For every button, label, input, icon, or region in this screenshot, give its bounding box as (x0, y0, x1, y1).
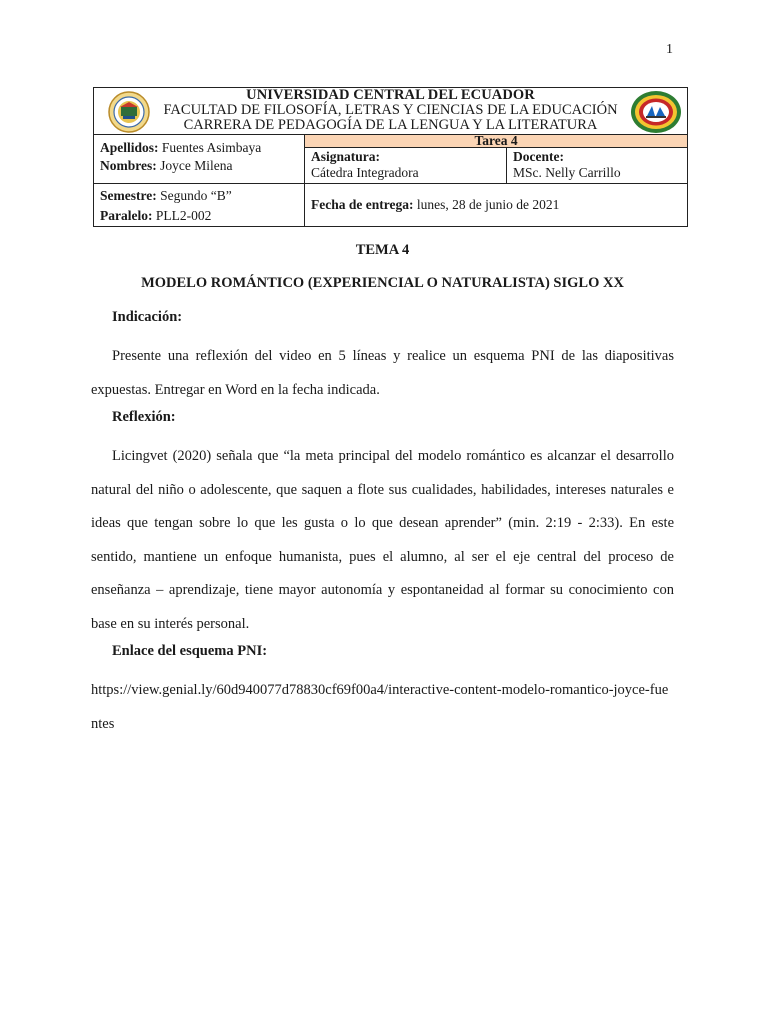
tema-heading: TEMA 4 (355, 242, 410, 258)
reflexion-paragraph: Licingvet (2020) señala que “la meta principal del modelo romántico es alcanzar el desarrollo natural del niño o adolescente, que saquen a flote sus cualidades, habilidades, intereses naturales e ideas que tengan sobre lo que les gusta o lo que desean aprender” (min. 2:19 - 2:33). En este sentido, mantiene un enfoque humanista, pues el alumno, al ser el eje central del proceso de enseñanza – aprendizaje, tiene mayor autonomía y espontaneidad al formar su conocimiento con base en su interés personal. (91, 448, 674, 632)
faculty-title: FACULTAD DE FILOSOFÍA, LETRAS Y CIENCIAS DE LA EDUCACIÓN (163, 102, 618, 118)
career-title: CARRERA DE PEDAGOGÍA DE LA LENGUA Y LA LITERATURA (183, 117, 598, 133)
fecha-cell (305, 184, 688, 227)
apellidos-value: Fuentes Asimbaya (161, 140, 262, 155)
semestre-value: Segundo “B” (160, 188, 232, 203)
indicacion-paragraph: Presente una reflexión del video en 5 líneas y realice un esquema PNI de las diapositivas expuestas. Entregar en Word en la fecha indicada. (91, 348, 674, 398)
docente-value: MSc. Nelly Carrillo (513, 165, 621, 180)
tarea-cell: Tarea 4 (305, 135, 688, 148)
enlace-heading: Enlace del esquema PNI: (112, 643, 268, 659)
enlace-link[interactable]: https://view.genial.ly/60d940077d78830cf69f00a4/interactive-content-modelo-romantico-joyce-fuentes (91, 682, 669, 732)
apellidos-label: Apellidos: (100, 140, 159, 155)
student-cell (94, 135, 305, 184)
paralelo-value: PLL2-002 (155, 208, 212, 223)
asignatura-value: Cátedra Integradora (311, 165, 419, 180)
reflexion-heading: Reflexión: (112, 409, 176, 425)
page-number: 1 (666, 42, 673, 57)
nombres-label: Nombres: (100, 158, 157, 173)
semestre-cell (94, 184, 305, 227)
document-body (91, 240, 674, 741)
subtitle-heading: MODELO ROMÁNTICO (EXPERIENCIAL O NATURALISTA) SIGLO XX (141, 275, 624, 291)
header-table (93, 87, 688, 227)
paralelo-label: Paralelo: (100, 208, 153, 223)
nombres-value: Joyce Milena (160, 158, 233, 173)
asignatura-label: Asignatura: (311, 149, 381, 164)
fecha-label: Fecha de entrega: (311, 197, 414, 212)
asignatura-cell (305, 148, 507, 184)
university-title: UNIVERSIDAD CENTRAL DEL ECUADOR (246, 87, 535, 103)
semestre-label: Semestre: (100, 188, 157, 203)
faculty-seal-icon (630, 90, 682, 134)
docente-label: Docente: (513, 149, 564, 164)
docente-cell (507, 148, 688, 184)
institution-header (94, 88, 688, 135)
university-seal-icon (108, 91, 150, 133)
indicacion-heading: Indicación: (112, 309, 183, 325)
fecha-value: lunes, 28 de junio de 2021 (416, 197, 560, 212)
